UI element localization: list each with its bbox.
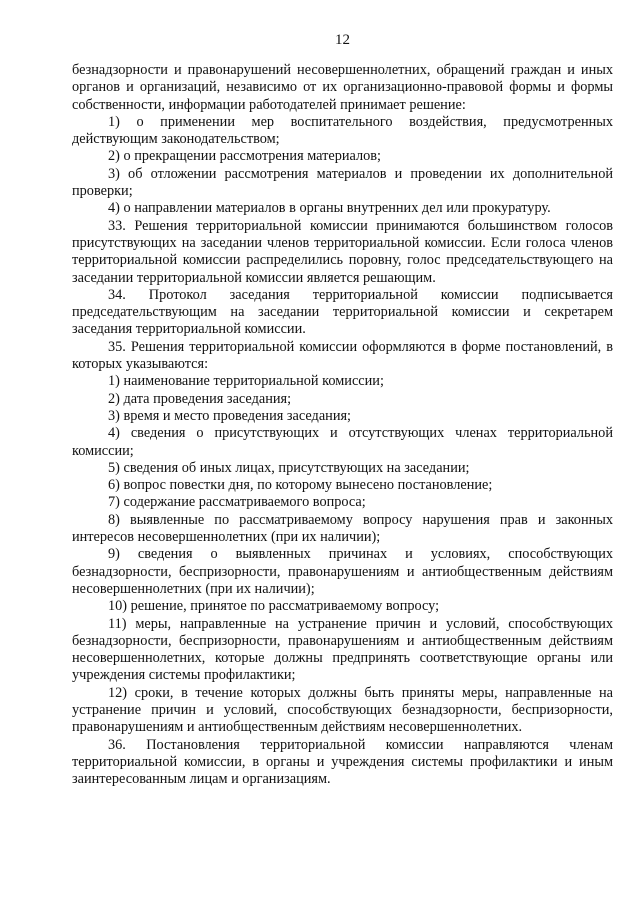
page-number: 12 bbox=[335, 32, 350, 48]
list-item-2: 2) о прекращении рассмотрения материалов; bbox=[108, 148, 382, 165]
clause-35-item-3: 3) время и место проведения заседания; bbox=[108, 407, 352, 424]
clause-33: 33. Решения территориальной комиссии принимаются большинством голосов присутствующих на заседании членов территориальной комиссии. Если голоса членов территориальной комиссии распределились поровну, голос председательствующего на заседании территориальной комиссии является решающим. bbox=[72, 217, 613, 286]
clause-34: 34. Протокол заседания территориальной комиссии подписывается председательствующим на заседании территориальной комиссии и секретарем заседания территориальной комиссии. bbox=[72, 286, 613, 338]
clause-35-item-7: 7) содержание рассматриваемого вопроса; bbox=[108, 494, 366, 511]
clause-35-item-5: 5) сведения об иных лицах, присутствующих на заседании; bbox=[108, 459, 470, 476]
clause-35-item-6: 6) вопрос повестки дня, по которому вынесено постановление; bbox=[108, 477, 493, 494]
document-page bbox=[72, 30, 613, 788]
list-item-1: 1) о применении мер воспитательного воздействия, предусмотренных действующим законодательством; bbox=[72, 113, 613, 148]
clause-35-item-9: 9) сведения о выявленных причинах и условиях, способствующих безнадзорности, беспризорности, правонарушениям и антиобщественным действиям несовершеннолетних (при их наличии); bbox=[72, 546, 613, 597]
list-item-3: 3) об отложении рассмотрения материалов и проведении их дополнительной проверки; bbox=[72, 165, 613, 200]
clause-36: 36. Постановления территориальной комиссии направляются членам территориальной комиссии, в органы и учреждения системы профилактики и иным заинтересованным лицам и организациям. bbox=[72, 736, 613, 788]
clause-35-item-10: 10) решение, принятое по рассматриваемому вопросу; bbox=[108, 598, 440, 615]
clause-35-item-11: 11) меры, направленные на устранение причин и условий, способствующих безнадзорности, беспризорности, правонарушениям и антиобщественным действиям несовершеннолетних, которые должны предпринять соответствующие органы или учреждения системы профилактики; bbox=[72, 615, 613, 684]
clause-35-item-2: 2) дата проведения заседания; bbox=[108, 390, 292, 407]
list-item-4: 4) о направлении материалов в органы внутренних дел или прокуратуру. bbox=[108, 200, 551, 217]
clause-35: 35. Решения территориальной комиссии оформляются в форме постановлений, в которых указываются: bbox=[72, 338, 613, 373]
clause-35-item-4: 4) сведения о присутствующих и отсутствующих членах территориальной комиссии; bbox=[72, 425, 613, 459]
clause-35-item-12: 12) сроки, в течение которых должны быть приняты меры, направленные на устранение причин и условий, способствующих безнадзорности, беспризорности, правонарушениям и антиобщественным действиям несовершеннолетних. bbox=[72, 684, 613, 736]
paragraph-intro-continuation: безнадзорности и правонарушений несовершеннолетних, обращений граждан и иных органов и организаций, независимо от их организационно-правовой формы и формы собственности, информации работодателей принимает решение: bbox=[72, 62, 613, 113]
clause-35-item-8: 8) выявленные по рассматриваемому вопросу нарушения прав и законных интересов несовершеннолетних (при их наличии); bbox=[72, 511, 613, 546]
clause-35-item-1: 1) наименование территориальной комиссии; bbox=[108, 373, 384, 390]
